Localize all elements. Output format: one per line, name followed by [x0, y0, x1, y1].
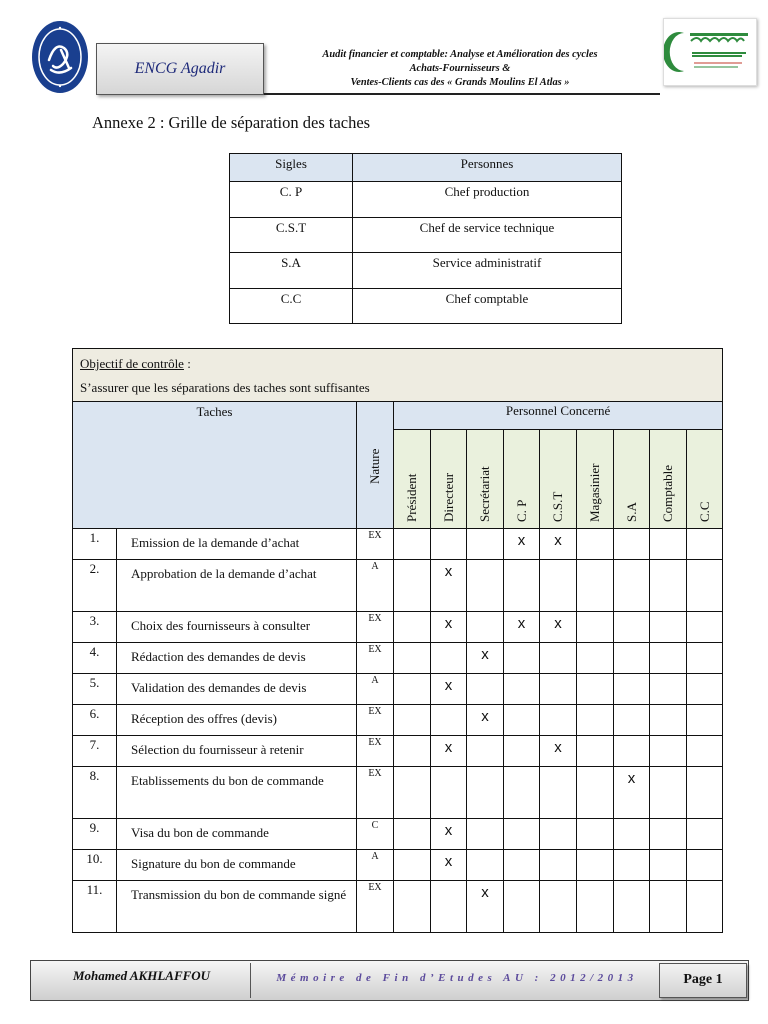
mark-cell [577, 643, 614, 674]
mark-cell [504, 819, 540, 850]
document-header-title [282, 48, 638, 90]
mark-cell [650, 612, 687, 643]
mark-cell: x [431, 819, 467, 850]
mark-cell [687, 850, 723, 881]
row-number: 6. [73, 705, 117, 736]
mark-cell [687, 736, 723, 767]
nature-cell: EX [357, 881, 394, 933]
mark-cell [687, 767, 723, 819]
sigles-table [229, 153, 622, 324]
footer-memoire: Mémoire de Fin d’Etudes AU : 2012/2013 [276, 972, 638, 984]
mark-cell [504, 767, 540, 819]
task-cell: Signature du bon de commande [117, 850, 357, 881]
mark-cell: x [540, 529, 577, 560]
role-label: Comptable [660, 464, 675, 522]
role-header [650, 430, 687, 529]
task-cell: Emission de la demande d’achat [117, 529, 357, 560]
row-number: 3. [73, 612, 117, 643]
personne-cell: Service administratif [353, 253, 622, 289]
mark-cell [394, 736, 431, 767]
role-header [577, 430, 614, 529]
mark-cell [504, 674, 540, 705]
mark-cell [614, 643, 650, 674]
task-cell: Sélection du fournisseur à retenir [117, 736, 357, 767]
personne-cell: Chef production [353, 182, 622, 218]
row-number: 10. [73, 850, 117, 881]
table-row [73, 705, 723, 736]
mark-cell [614, 560, 650, 612]
nature-cell: A [357, 560, 394, 612]
table-row [73, 850, 723, 881]
mark-cell [504, 705, 540, 736]
role-label: Magasinier [587, 463, 602, 522]
role-label: C.S.T [550, 491, 565, 522]
mark-cell: x [540, 612, 577, 643]
mark-cell [540, 881, 577, 933]
mark-cell [394, 850, 431, 881]
mark-cell [577, 736, 614, 767]
header-title-line-3: Ventes-Clients cas des « Grands Moulins El Atlas » [350, 77, 570, 88]
mark-cell: x [467, 705, 504, 736]
mark-cell: x [467, 643, 504, 674]
row-number: 2. [73, 560, 117, 612]
mark-cell [394, 674, 431, 705]
annex-title: Annexe 2 : Grille de séparation des taches [92, 113, 371, 132]
nature-cell: A [357, 850, 394, 881]
mark-cell [540, 560, 577, 612]
table-row [230, 253, 622, 289]
role-header [504, 430, 540, 529]
table-row [73, 674, 723, 705]
mark-cell [650, 767, 687, 819]
mark-cell: x [504, 612, 540, 643]
table-row [73, 736, 723, 767]
table-row [73, 612, 723, 643]
mark-cell: x [431, 850, 467, 881]
role-label: Président [404, 473, 419, 522]
task-cell: Choix des fournisseurs à consulter [117, 612, 357, 643]
mark-cell [614, 819, 650, 850]
column-header-personnes: Personnes [353, 154, 622, 182]
task-cell: Transmission du bon de commande signé [117, 881, 357, 933]
column-header-sigles: Sigles [230, 154, 353, 182]
mark-cell [504, 643, 540, 674]
column-header-nature [357, 402, 394, 529]
sigle-cell: C. P [230, 182, 353, 218]
mark-cell [614, 736, 650, 767]
mark-cell [467, 767, 504, 819]
mark-cell [394, 819, 431, 850]
mark-cell [540, 705, 577, 736]
task-cell: Validation des demandes de devis [117, 674, 357, 705]
mark-cell [577, 881, 614, 933]
sigles-header-row [230, 154, 622, 182]
table-row [73, 643, 723, 674]
mark-cell: x [431, 560, 467, 612]
footer-page-number: Page 1 [659, 963, 747, 998]
row-number: 5. [73, 674, 117, 705]
mark-cell [614, 881, 650, 933]
mark-cell [504, 736, 540, 767]
mark-cell: x [431, 612, 467, 643]
table-row [73, 560, 723, 612]
mark-cell [577, 560, 614, 612]
personne-cell: Chef de service technique [353, 217, 622, 253]
mark-cell [650, 736, 687, 767]
personne-cell: Chef comptable [353, 288, 622, 324]
nature-label: Nature [367, 448, 382, 484]
mark-cell: x [467, 881, 504, 933]
column-header-taches: Taches [73, 402, 357, 529]
role-label: C. P [513, 499, 529, 522]
mark-cell [577, 819, 614, 850]
task-cell: Approbation de la demande d’achat [117, 560, 357, 612]
mark-cell [504, 560, 540, 612]
mark-cell: x [431, 736, 467, 767]
mark-cell [687, 643, 723, 674]
mark-cell [614, 674, 650, 705]
mark-cell [687, 529, 723, 560]
objective-label: Objectif de contrôle [80, 356, 184, 371]
role-label: S.A [623, 502, 639, 522]
mark-cell [540, 819, 577, 850]
role-header [467, 430, 504, 529]
mark-cell [650, 674, 687, 705]
mark-cell [687, 560, 723, 612]
table-row [73, 767, 723, 819]
nature-cell: EX [357, 767, 394, 819]
mark-cell [577, 612, 614, 643]
mark-cell [650, 881, 687, 933]
mark-cell [650, 850, 687, 881]
mark-cell [431, 705, 467, 736]
mark-cell [467, 736, 504, 767]
mark-cell [540, 767, 577, 819]
school-name: ENCG Agadir [134, 60, 226, 77]
page-footer [30, 960, 749, 1001]
mark-cell [431, 643, 467, 674]
mark-cell [467, 612, 504, 643]
mark-cell [650, 560, 687, 612]
footer-author: Mohamed AKHLAFFOU [33, 963, 251, 998]
task-cell: Visa du bon de commande [117, 819, 357, 850]
mark-cell [577, 767, 614, 819]
sigle-cell: C.C [230, 288, 353, 324]
nature-cell: A [357, 674, 394, 705]
mark-cell [394, 643, 431, 674]
objective-heading [80, 352, 715, 376]
header-title-line-1: Audit financier et comptable: Analyse et Amélioration des cycles [322, 49, 598, 60]
mark-cell [687, 674, 723, 705]
mark-cell [431, 767, 467, 819]
task-cell: Etablissements du bon de commande [117, 767, 357, 819]
mark-cell [577, 674, 614, 705]
mark-cell [467, 850, 504, 881]
role-label: Secrétariat [477, 466, 492, 522]
mark-cell [650, 529, 687, 560]
mark-cell [467, 674, 504, 705]
table-row [73, 819, 723, 850]
mark-cell [614, 529, 650, 560]
company-logo [663, 18, 757, 86]
mark-cell: x [431, 674, 467, 705]
row-number: 11. [73, 881, 117, 933]
nature-cell: EX [357, 612, 394, 643]
row-number: 7. [73, 736, 117, 767]
mark-cell [467, 529, 504, 560]
table-row [230, 217, 622, 253]
mark-cell [431, 881, 467, 933]
mark-cell [687, 612, 723, 643]
mark-cell [431, 529, 467, 560]
table-row [230, 182, 622, 218]
mark-cell [540, 850, 577, 881]
row-number: 8. [73, 767, 117, 819]
header-divider [264, 93, 660, 95]
task-cell: Réception des offres (devis) [117, 705, 357, 736]
role-header [540, 430, 577, 529]
mark-cell [614, 850, 650, 881]
mark-cell [650, 819, 687, 850]
sigle-cell: C.S.T [230, 217, 353, 253]
objective-text: S’assurer que les séparations des taches sont suffisantes [80, 380, 370, 395]
role-header [687, 430, 723, 529]
role-label: Directeur [440, 472, 456, 522]
separation-grid [72, 348, 723, 933]
mark-cell [614, 612, 650, 643]
mark-cell [504, 850, 540, 881]
row-number: 1. [73, 529, 117, 560]
mark-cell [614, 705, 650, 736]
mark-cell [650, 705, 687, 736]
mark-cell: x [504, 529, 540, 560]
mark-cell [687, 819, 723, 850]
mark-cell [394, 529, 431, 560]
objective-cell [73, 349, 723, 402]
mark-cell [687, 705, 723, 736]
mark-cell [504, 881, 540, 933]
role-label: C.C [696, 501, 712, 522]
school-name-box [96, 43, 264, 95]
mark-cell [577, 850, 614, 881]
nature-cell: C [357, 819, 394, 850]
mark-cell [467, 560, 504, 612]
task-cell: Rédaction des demandes de devis [117, 643, 357, 674]
row-number: 4. [73, 643, 117, 674]
table-row [73, 529, 723, 560]
nature-cell: EX [357, 529, 394, 560]
mark-cell [577, 529, 614, 560]
mark-cell [577, 705, 614, 736]
sigle-cell: S.A [230, 253, 353, 289]
grid-body [73, 529, 723, 933]
university-logo [31, 20, 89, 94]
nature-cell: EX [357, 705, 394, 736]
objective-colon: : [183, 356, 191, 371]
table-row [230, 288, 622, 324]
row-number: 9. [73, 819, 117, 850]
mark-cell [394, 767, 431, 819]
column-header-personnel: Personnel Concerné [394, 402, 723, 430]
mark-cell [650, 643, 687, 674]
mark-cell [540, 643, 577, 674]
mark-cell [394, 560, 431, 612]
mark-cell [394, 705, 431, 736]
table-row [73, 881, 723, 933]
role-header [394, 430, 431, 529]
mark-cell [394, 612, 431, 643]
mark-cell: x [540, 736, 577, 767]
mark-cell [540, 674, 577, 705]
header-title-line-2: Achats-Fournisseurs & [409, 63, 511, 74]
nature-cell: EX [357, 643, 394, 674]
mark-cell [687, 881, 723, 933]
mark-cell [394, 881, 431, 933]
mark-cell [467, 819, 504, 850]
role-header [431, 430, 467, 529]
role-header [614, 430, 650, 529]
nature-cell: EX [357, 736, 394, 767]
mark-cell: x [614, 767, 650, 819]
